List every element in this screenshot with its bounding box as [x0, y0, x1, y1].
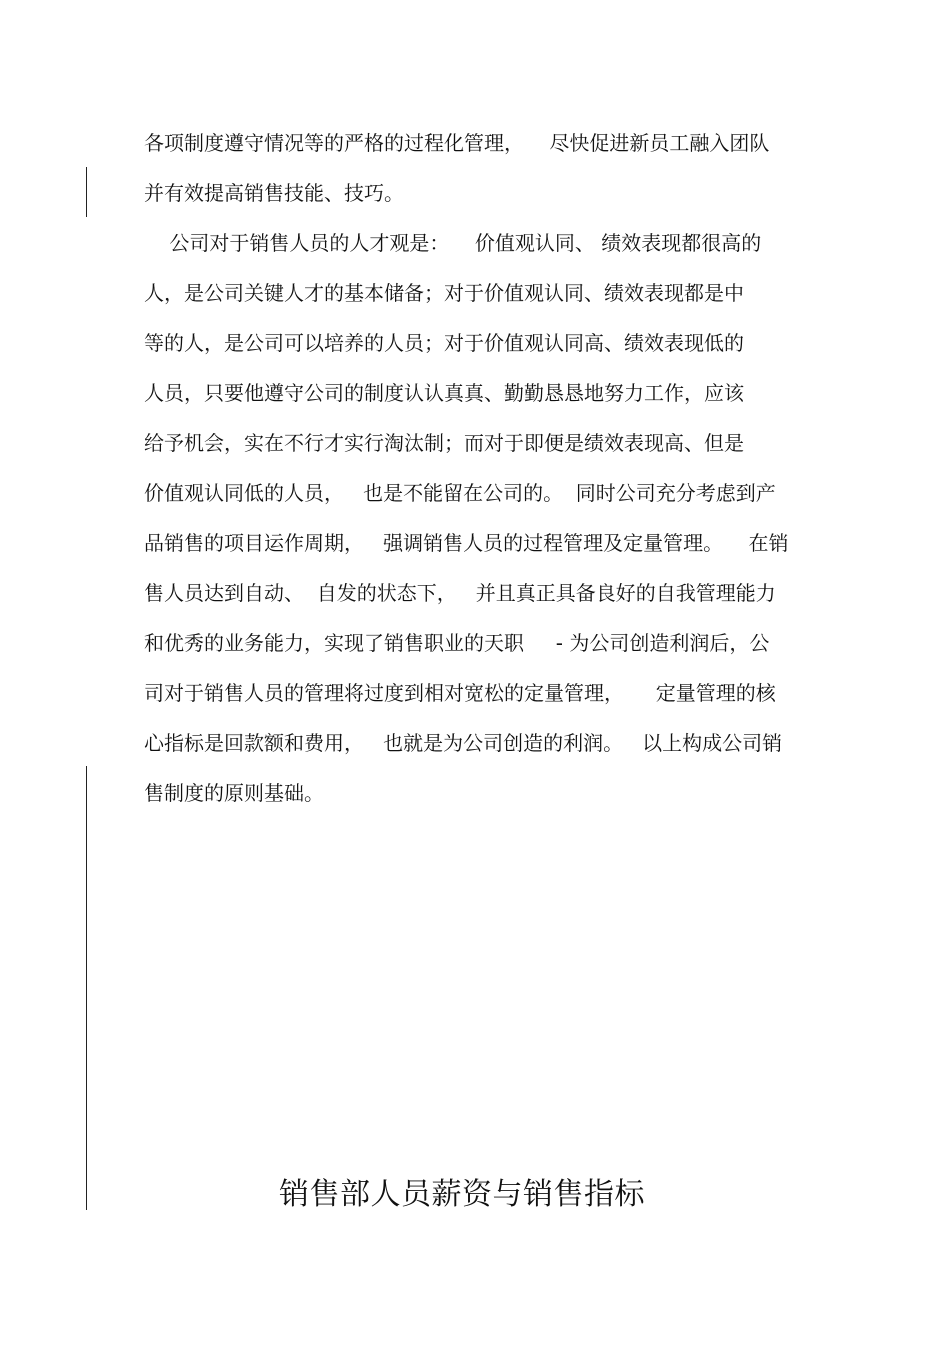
text-line: 司对于销售人员的管理将过度到相对宽松的定量管理， 定量管理的核: [144, 681, 776, 705]
text-line: 心指标是回款额和费用， 也就是为公司创造的利润。 以上构成公司销: [144, 731, 783, 755]
text-line: 售人员达到自动、 自发的状态下， 并且真正具备良好的自我管理能力: [144, 581, 776, 605]
text-line: 并有效提高销售技能、技巧。: [144, 181, 404, 205]
text-line: 售制度的原则基础。: [144, 781, 324, 805]
text-line: 和优秀的业务能力，实现了销售职业的天职 - 为公司创造利润后，公: [144, 631, 770, 655]
text-line: 各项制度遵守情况等的严格的过程化管理， 尽快促进新员工融入团队: [144, 131, 770, 155]
text-line: 给予机会，实在不行才实行淘汰制；而对于即便是绩效表现高、但是: [144, 431, 744, 455]
body-text: [144, 118, 824, 818]
text-line: 品销售的项目运作周期， 强调销售人员的过程管理及定量管理。 在销: [144, 531, 789, 555]
text-line: 等的人，是公司可以培养的人员；对于价值观认同高、绩效表现低的: [144, 331, 744, 355]
text-line: 人员，只要他遵守公司的制度认认真真、勤勤恳恳地努力工作，应该: [144, 381, 744, 405]
margin-revision-bar: [86, 766, 87, 1210]
text-line: 人，是公司关键人才的基本储备；对于价值观认同、绩效表现都是中: [144, 281, 744, 305]
text-line: 价值观认同低的人员， 也是不能留在公司的。 同时公司充分考虑到产: [144, 481, 776, 505]
margin-revision-bar: [86, 167, 87, 217]
text-line: 公司对于销售人员的人才观是： 价值观认同、 绩效表现都很高的: [144, 231, 762, 255]
section-title: 销售部人员薪资与销售指标: [279, 1177, 645, 1212]
